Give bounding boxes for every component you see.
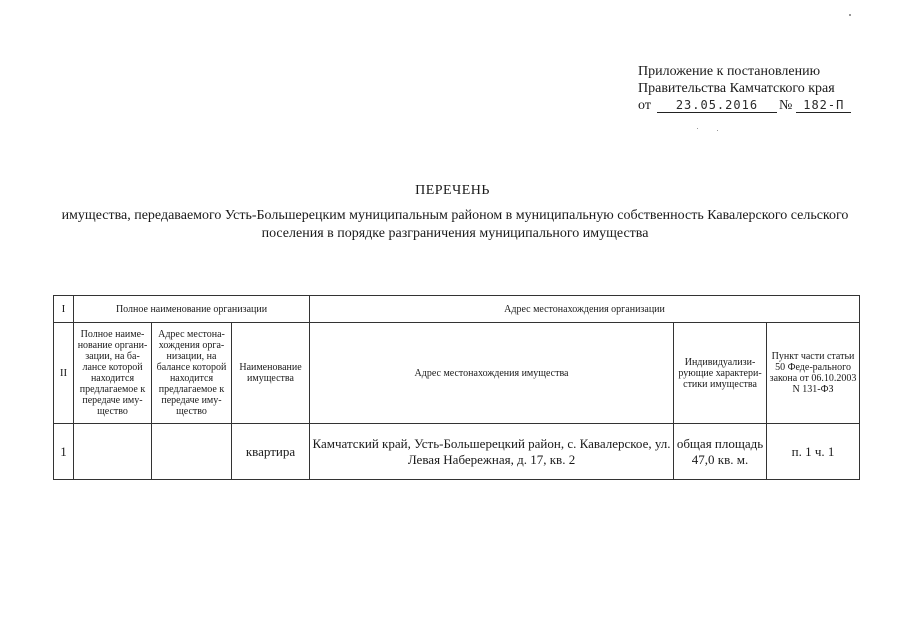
cell-org-name: [74, 424, 152, 480]
appendix-line-1: Приложение к постановлению: [638, 64, 821, 79]
number-label: №: [778, 98, 793, 113]
table-row: [54, 424, 860, 480]
org-address-header: Адрес местонахождения организации: [310, 296, 860, 323]
appendix-header: [638, 63, 851, 114]
column-header-property-address: Адрес местонахождения имущества: [310, 323, 674, 424]
date-prefix: от: [638, 98, 651, 113]
appendix-line-2: Правительства Камчатского края: [638, 81, 835, 96]
cell-org-address: [152, 424, 232, 480]
cell-characteristics: общая площадь 47,0 кв. м.: [674, 424, 767, 480]
document-title: ПЕРЕЧЕНЬ: [415, 183, 490, 198]
property-table: [53, 295, 860, 480]
column-header-characteristics: Индивидуализи-рующие характери-стики имущества: [674, 323, 767, 424]
row-index: II: [54, 323, 74, 424]
column-header-org-address: Адрес местона-хождения орга-низации, на балансе которой находится предлагаемое к передаче иму-щество: [152, 323, 232, 424]
cell-property-address: Камчатский край, Усть-Большерецкий район, с. Кавалерское, ул. Левая Набережная, д. 17, кв. 2: [310, 424, 674, 480]
appendix-date-line: [638, 97, 851, 114]
document-subtitle: имущества, передаваемого Усть-Большерецким муниципальным районом в муниципальную собственность Кавалерского сельского поселения в порядке разграничения муниципального имущества: [61, 208, 849, 241]
scan-speck: [697, 128, 698, 129]
date-value: 23.05.2016: [657, 98, 777, 113]
column-header-law-clause: Пункт части статьи 50 Феде-рального закона от 06.10.2003 N 131-ФЗ: [767, 323, 860, 424]
cell-law-clause: п. 1 ч. 1: [767, 424, 860, 480]
row-index: I: [54, 296, 74, 323]
scan-speck: [849, 14, 851, 16]
table-header-row-1: [54, 296, 860, 323]
org-name-header: Полное наименование организации: [74, 296, 310, 323]
number-value: 182-П: [796, 98, 851, 113]
column-header-org-name: Полное наиме-нование органи-зации, на ба-лансе которой находится предлагаемое к передаче иму-щество: [74, 323, 152, 424]
row-index: 1: [54, 424, 74, 480]
scan-speck: [717, 130, 718, 131]
table-header-row-2: [54, 323, 860, 424]
column-header-property-name: Наименование имущества: [232, 323, 310, 424]
cell-property-name: квартира: [232, 424, 310, 480]
